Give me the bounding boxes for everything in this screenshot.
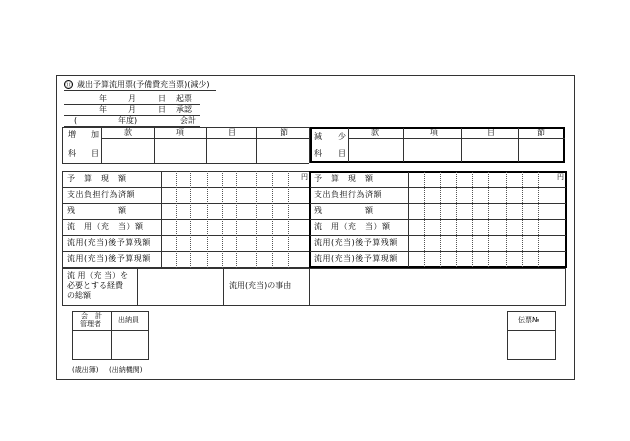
denpyo-header-line	[507, 330, 556, 331]
dec-amt-dot-8	[538, 172, 539, 267]
total-label-line-3: の総額	[67, 291, 91, 300]
inc-col-setsu: 節	[280, 128, 288, 137]
dec-label-ka: 科	[314, 149, 322, 158]
dec-row-after-gen: 流用(充当)後予算現額	[314, 254, 398, 263]
inc-col-moku: 目	[228, 128, 236, 137]
dec-vline-2	[403, 128, 404, 162]
reason-label: 流用(充当)の事由	[229, 281, 292, 290]
dec-amt-hline-5	[310, 251, 566, 252]
date-day-1: 日	[158, 94, 166, 103]
date-year-1: 年	[99, 94, 107, 103]
inc-header-line	[101, 138, 309, 139]
dec-row-ryuyo: 流 用（充 当）額	[314, 222, 391, 231]
dec-vline-4	[518, 128, 519, 162]
inc-row-shishutsu: 支出負担行為済額	[67, 190, 135, 199]
date-year-2: 年	[99, 105, 107, 114]
inc-row-after-zan: 流用(充当)後予算残額	[67, 238, 151, 247]
dec-vline-1	[348, 128, 349, 162]
dec-row-zangaku: 残 額	[314, 206, 374, 215]
inc-row-yosan-gengaku: 予 算 現 額	[67, 174, 127, 183]
kaikei-kanrisha-line-2: 管理者	[80, 320, 101, 328]
total-label-divider	[137, 268, 138, 306]
dec-amt-hline-3	[310, 219, 566, 220]
date-month-2: 月	[128, 105, 136, 114]
fiscal-kaikei-label: 会計	[180, 116, 196, 125]
kaikei-kanrisha-line-1: 会 計	[81, 312, 102, 320]
inc-amt-dot-5	[236, 171, 237, 268]
dec-amt-hline-2	[310, 203, 566, 204]
fiscal-open-paren: (	[74, 116, 78, 125]
inc-amt-dot-6	[256, 171, 257, 268]
dec-vline-3	[461, 128, 462, 162]
total-label-line-1: 流 用（充 当）を	[67, 271, 129, 280]
inc-top-line	[62, 127, 309, 128]
inc-vline-2	[154, 127, 155, 163]
date-month-1: 月	[128, 94, 136, 103]
dec-amt-dot-1	[424, 172, 425, 267]
denpyo-number-label: 伝票№	[518, 316, 540, 324]
inc-row-after-gen: 流用(充当)後予算現額	[67, 254, 151, 263]
fiscal-year-label: 年度)	[118, 116, 138, 125]
inc-amt-dot-2	[190, 171, 191, 268]
dec-amt-dot-4	[472, 172, 473, 267]
inc-row-ryuyo: 流 用（充 当）額	[67, 222, 144, 231]
stamp-divider	[111, 311, 112, 360]
dec-col-moku: 目	[487, 128, 495, 137]
dec-label-moku: 目	[338, 149, 346, 158]
inc-vline-1	[101, 127, 102, 163]
inc-amt-dot-7	[272, 171, 273, 268]
dec-amt-hline-4	[310, 235, 566, 236]
inc-vline-3	[206, 127, 207, 163]
inc-label-moku: 目	[91, 149, 99, 158]
inc-amt-dot-4	[222, 171, 223, 268]
dec-amt-hline-1	[310, 187, 566, 188]
dec-row-after-zan: 流用(充当)後予算残額	[314, 238, 398, 247]
dec-label-gen: 減	[314, 132, 322, 141]
inc-row-zangaku: 残 額	[67, 206, 127, 215]
dec-amt-dot-7	[522, 172, 523, 267]
dec-row-shishutsu: 支出負担行為済額	[314, 190, 382, 199]
form-title: 歳出予算流用票(予備費充当票)(減少)	[77, 80, 210, 89]
inc-yen-mark: 円	[301, 173, 308, 181]
dec-col-kou: 項	[430, 128, 438, 137]
date-action-2: 承認	[176, 105, 192, 114]
date-day-2: 日	[158, 105, 166, 114]
dec-amt-dot-3	[456, 172, 457, 267]
dec-amt-dot-2	[440, 172, 441, 267]
form-number-mark: ⑪	[65, 82, 72, 89]
footer-suitou-kikan: (出納機関)	[109, 366, 143, 374]
inc-amt-dot-3	[207, 171, 208, 268]
footer-saishutsubo: (歳出簿)	[72, 366, 99, 374]
inc-label-ka2: 科	[68, 149, 76, 158]
inc-bottom-line	[62, 163, 309, 164]
dec-row-yosan-gengaku: 予 算 現 額	[314, 174, 374, 183]
dec-header-line	[348, 138, 565, 139]
total-label-line-2: 必要とする経費	[67, 281, 123, 290]
dec-col-kan: 款	[371, 128, 379, 137]
stamp-header-line	[72, 330, 149, 331]
dec-yen-mark: 円	[557, 173, 564, 181]
reason-left-divider	[223, 268, 224, 306]
suitouin-label: 出納員	[118, 316, 139, 324]
reason-right-divider	[309, 268, 310, 306]
date-action-1: 起票	[176, 94, 192, 103]
dec-amt-dot-5	[488, 172, 489, 267]
inc-col-kan: 款	[124, 128, 132, 137]
inc-vline-4	[256, 127, 257, 163]
inc-amt-dot-1	[176, 171, 177, 268]
inc-amt-dot-8	[288, 171, 289, 268]
dec-col-setsu: 節	[537, 128, 545, 137]
dec-label-sho: 少	[338, 132, 346, 141]
dec-amt-dot-6	[506, 172, 507, 267]
inc-label-zo: 増	[68, 130, 76, 139]
title-underline	[64, 90, 216, 91]
inc-label-ka: 加	[91, 130, 99, 139]
inc-col-kou: 項	[176, 128, 184, 137]
inc-vline-0	[62, 127, 63, 163]
